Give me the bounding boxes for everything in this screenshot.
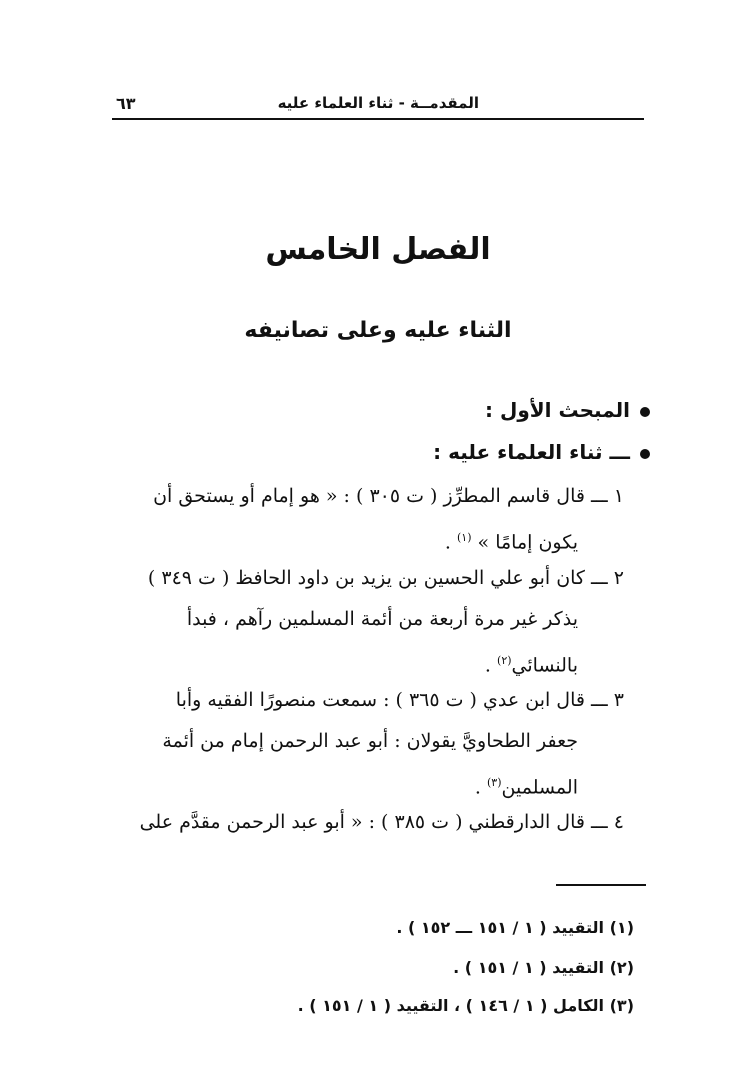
item-line [94,721,624,762]
section-heading-praise-text: ـــ ثناء العلماء عليه : [433,440,630,464]
page-number: ٦٣ [116,94,136,113]
item-line [94,599,624,640]
item-line [94,476,624,517]
item-tail: . [484,654,498,677]
footnote-1: (١) التقييد ( ١ / ١٥١ ـــ ١٥٢ ) . [396,918,634,937]
section-heading-praise [433,440,650,464]
bullet-icon [640,449,650,459]
bullet-icon [640,407,650,417]
footnote-ref[interactable]: (٢) [497,654,512,667]
chapter-subtitle: الثناء عليه وعلى تصانيفه [244,318,512,343]
section-heading-first-text: المبحث الأول : [485,398,630,422]
footnote-separator [556,884,646,886]
item-text: يكون إمامًا » [477,531,578,554]
item-line [94,640,624,681]
praise-item-4 [94,802,624,843]
item-text: بالنسائي [511,654,578,677]
item-number: ٣ ـــ [591,689,624,711]
item-tail: . [444,531,457,554]
item-tail: . [474,776,487,799]
footnote-3: (٣) الكامل ( ١ / ١٤٦ ) ، التقييد ( ١ / ١٥١ ) . [297,996,634,1015]
item-number: ٤ ـــ [591,811,624,833]
running-header-title: المقدمــة - ثناء العلماء عليه [277,94,479,112]
item-text: يذكر غير مرة أربعة من أئمة المسلمين رآهم ، فبدأ [186,608,578,630]
item-line [94,680,624,721]
item-line [94,762,624,803]
item-line [94,517,624,558]
section-heading-first [485,398,650,422]
item-line [94,802,624,843]
praise-item-2 [94,558,624,681]
chapter-title: الفصل الخامس [265,232,491,267]
praise-item-1 [94,476,624,558]
item-text: جعفر الطحاويَّ يقولان : أبو عبد الرحمن إمام من أئمة [162,730,578,752]
footnote-ref[interactable]: (٣) [487,776,502,789]
item-text: قال قاسم المطرِّز ( ت ٣٠٥ ) : « هو إمام أو يستحق أن [153,485,585,507]
item-text: قال ابن عدي ( ت ٣٦٥ ) : سمعت منصورًا الفقيه وأبا [175,689,585,711]
item-number: ١ ـــ [591,485,624,507]
praise-item-3 [94,680,624,803]
item-line [94,558,624,599]
item-number: ٢ ـــ [591,567,624,589]
item-text: المسلمين [501,776,578,799]
running-header [112,92,644,120]
item-text: كان أبو علي الحسين بن يزيد بن داود الحافظ ( ت ٣٤٩ ) [147,567,585,589]
item-text: قال الدارقطني ( ت ٣٨٥ ) : « أبو عبد الرحمن مقدَّم على [139,811,585,833]
footnote-ref[interactable]: (١) [456,531,472,544]
footnote-2: (٢) التقييد ( ١ / ١٥١ ) . [453,958,634,977]
